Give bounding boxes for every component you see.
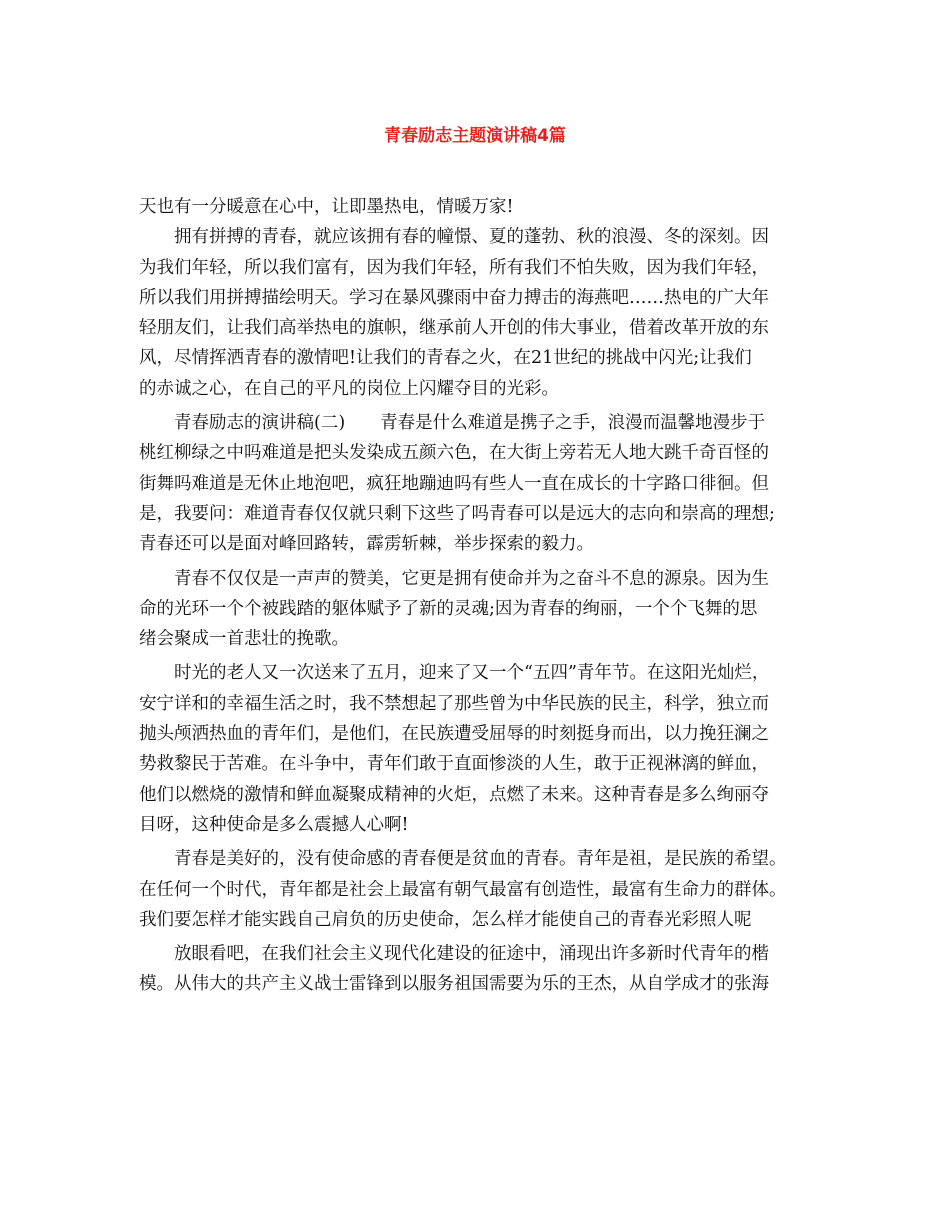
- text-line: 我们要怎样才能实践自己肩负的历史使命，怎么样才能使自己的青春光彩照人呢: [139, 909, 752, 930]
- text-line: 是，我要问：难道青春仅仅就只剩下这些了吗青春可以是远大的志向和崇高的理想;: [139, 503, 775, 524]
- text-line: 的赤诚之心，在自己的平凡的岗位上闪耀夺目的光彩。: [139, 378, 559, 399]
- text-line: 街舞吗难道是无休止地泡吧，疯狂地蹦迪吗有些人一直在成长的十字路口徘徊。但: [139, 473, 769, 494]
- text-line: 青春还可以是面对峰回路转，霹雳斩棘，举步探索的毅力。: [139, 534, 594, 555]
- text-line: 目呀，这种使命是多么震撼人心啊!: [139, 814, 409, 835]
- document-title: 青春励志主题演讲稿4篇: [384, 126, 566, 146]
- text-line: 风，尽情挥洒青春的激情吧!让我们的青春之火，在21世纪的挑战中闪光;让我们: [139, 348, 752, 369]
- text-line: 在任何一个时代，青年都是社会上最富有朝气最富有创造性，最富有生命力的群体。: [139, 879, 787, 900]
- text-line: 天也有一分暖意在心中，让即墨热电，情暖万家!: [139, 197, 514, 217]
- text-line: 安宁详和的幸福生活之时，我不禁想起了那些曾为中华民族的民主，科学，独立而: [139, 693, 769, 714]
- paragraph-line: 青春励志的演讲稿(二) 青春是什么难道是携子之手，浪漫而温馨地漫步于: [174, 413, 766, 434]
- text-line: 为我们年轻，所以我们富有，因为我们年轻，所有我们不怕失败，因为我们年轻，: [139, 257, 769, 278]
- text-line: 抛头颅洒热血的青年们，是他们，在民族遭受屈辱的时刻挺身而出，以力挽狂澜之: [139, 724, 769, 745]
- paragraph-line: 时光的老人又一次送来了五月，迎来了又一个“五四”青年节。在这阳光灿烂，: [174, 663, 770, 684]
- text-line: 命的光环一个个被践踏的躯体赋予了新的灵魂;因为青春的绚丽，一个个飞舞的思: [139, 598, 758, 619]
- text-line: 他们以燃烧的激情和鲜血凝聚成精神的火炬，点燃了未来。这种青春是多么绚丽夺: [139, 784, 769, 805]
- paragraph-line: 放眼看吧，在我们社会主义现代化建设的征途中，涌现出许多新时代青年的楷: [174, 944, 769, 965]
- text-line: 轻朋友们，让我们高举热电的旗帜，继承前人开创的伟大事业，借着改革开放的东: [139, 318, 769, 339]
- text-line: 所以我们用拼搏描绘明天。学习在暴风骤雨中奋力搏击的海燕吧……热电的广大年: [139, 287, 769, 308]
- text-line: 势救黎民于苦难。在斗争中，青年们敢于直面惨淡的人生，敢于正视淋漓的鲜血，: [139, 754, 769, 775]
- text-line: 绪会聚成一首悲壮的挽歌。: [139, 629, 349, 650]
- text-line: 模。从伟大的共产主义战士雷锋到以服务祖国需要为乐的王杰，从自学成才的张海: [139, 974, 769, 995]
- text-line: 桃红柳绿之中吗难道是把头发染成五颜六色，在大街上旁若无人地大跳千奇百怪的: [139, 443, 769, 464]
- paragraph-line: 青春不仅仅是一声声的赞美，它更是拥有使命并为之奋斗不息的源泉。因为生: [174, 568, 769, 589]
- document-body: [139, 192, 839, 1000]
- paragraph-line: 拥有拼搏的青春，就应该拥有春的幢憬、夏的蓬勃、秋的浪漫、冬的深刻。因: [174, 227, 769, 248]
- paragraph-line: 青春是美好的，没有使命感的青春便是贫血的青春。青年是祖，是民族的希望。: [174, 849, 787, 870]
